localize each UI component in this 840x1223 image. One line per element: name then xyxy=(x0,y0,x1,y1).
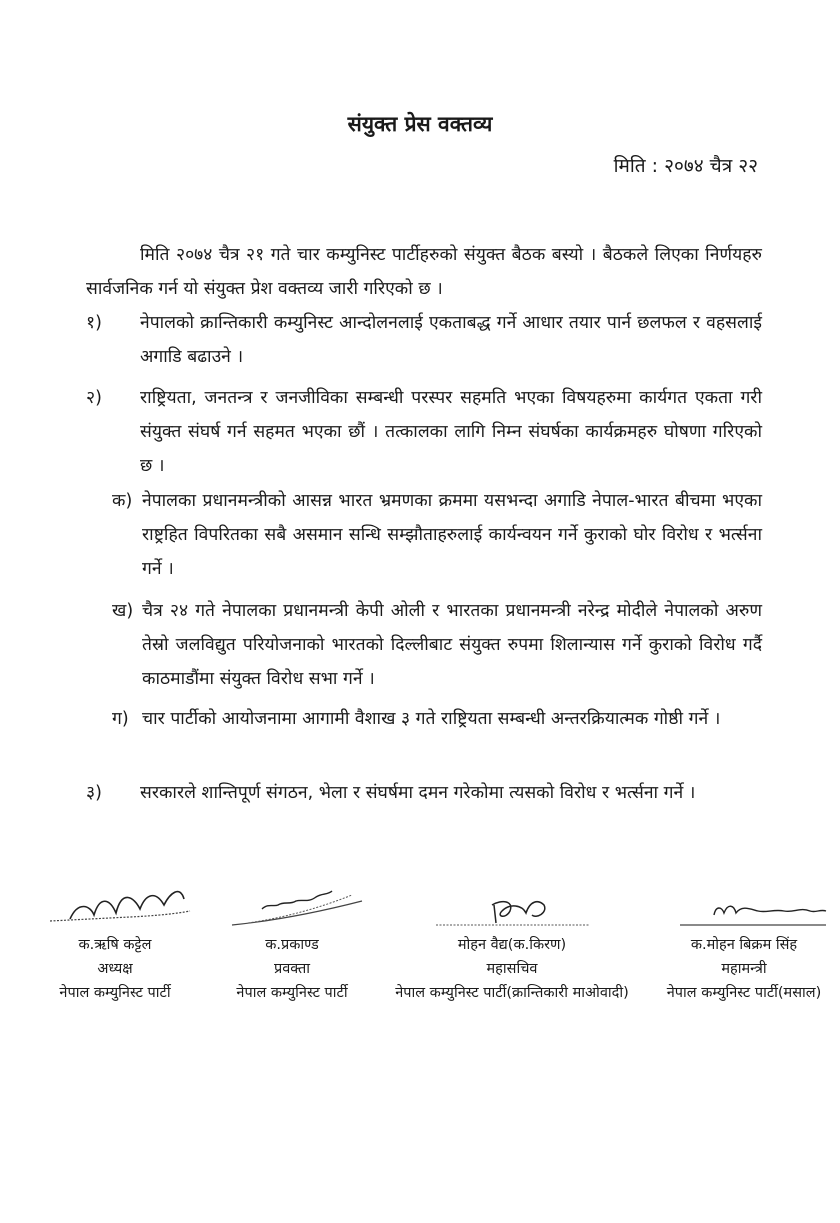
handwritten-signature-icon xyxy=(212,875,372,931)
intro-paragraph: मिति २०७४ चैत्र २१ गते चार कम्युनिस्ट पार्टीहरुको संयुक्त बैठक बस्यो । बैठकले लिएका निर्णयहरु सार्वजनिक गर्न यो संयुक्त प्रेश वक्तव्य जारी गरिएको छ । xyxy=(86,245,762,299)
signatory xyxy=(376,875,648,1005)
signatory-name: क.ऋषि कट्टेल xyxy=(78,937,152,953)
sub-item xyxy=(112,484,762,586)
signatory-party: नेपाल कम्युनिस्ट पार्टी xyxy=(59,985,171,1001)
signatory-party: नेपाल कम्युनिस्ट पार्टी(क्रान्तिकारी माओवादी) xyxy=(395,985,629,1001)
signatory-role: अध्यक्ष xyxy=(97,961,133,977)
signature-block xyxy=(0,875,840,1025)
signatory-role: महासचिव xyxy=(486,961,538,977)
signatory-party: नेपाल कम्युनिस्ट पार्टी xyxy=(236,985,348,1001)
signatory xyxy=(212,875,372,1005)
sub-item-letter: ग) xyxy=(112,709,129,729)
list-item xyxy=(86,776,762,810)
document-date: मिति : २०७४ चैत्र २२ xyxy=(613,155,758,177)
item-number: ३) xyxy=(86,783,102,803)
item-text: सरकारले शान्तिपूर्ण संगठन, भेला र संघर्षमा दमन गरेकोमा त्यसको विरोध र भर्त्सना गर्ने । xyxy=(140,783,696,803)
item-text: नेपालको क्रान्तिकारी कम्युनिस्ट आन्दोलनलाई एकताबद्ध गर्ने आधार तयार पार्न छलफल र वहसलाई अगाडि बढाउने । xyxy=(140,313,762,367)
signatory-role: प्रवक्ता xyxy=(273,961,311,977)
signatory-party: नेपाल कम्युनिस्ट पार्टी(मसाल) xyxy=(666,985,822,1001)
sub-item xyxy=(112,702,762,736)
sub-item xyxy=(112,594,762,696)
signatory xyxy=(650,875,838,1005)
sub-item-letter: ख) xyxy=(112,601,134,621)
sub-item-text: चैत्र २४ गते नेपालका प्रधानमन्त्री केपी ओली र भारतका प्रधानमन्त्री नरेन्द्र मोदीले नेपालको अरुण तेस्रो जलविद्युत परियोजनाको भारतको दिल्लीबाट संयुक्त रुपमा शिलान्यास गर्ने कुराको विरोध गर्दै काठमाडौंमा संयुक्त विरोध सभा गर्ने । xyxy=(142,601,762,689)
handwritten-signature-icon xyxy=(650,875,838,931)
handwritten-signature-icon xyxy=(30,875,200,931)
signatory-role: महामन्त्री xyxy=(721,961,767,977)
signatory-name: क.मोहन बिक्रम सिंह xyxy=(690,937,798,953)
list-item xyxy=(86,306,762,374)
item-text: राष्ट्रियता, जनतन्त्र र जनजीविका सम्बन्धी परस्पर सहमति भएका विषयहरुमा कार्यगत एकता गरी संयुक्त संघर्ष गर्न सहमत भएका छौं । तत्कालका लागि निम्न संघर्षका कार्यक्रमहरु घोषणा गरिएको छ । xyxy=(140,388,762,476)
handwritten-signature-icon xyxy=(376,875,648,931)
item-number: १) xyxy=(86,313,102,333)
document-title: संयुक्त प्रेस वक्तव्य xyxy=(347,112,493,136)
list-item xyxy=(86,381,762,483)
signatory-name: क.प्रकाण्ड xyxy=(265,937,319,953)
sub-item-text: नेपालका प्रधानमन्त्रीको आसन्न भारत भ्रमणका क्रममा यसभन्दा अगाडि नेपाल-भारत बीचमा भएका राष्ट्रहित विपरितका सबै असमान सन्धि सम्झौताहरुलाई कार्यन्वयन गर्ने कुराको घोर विरोध र भर्त्सना गर्ने । xyxy=(142,491,762,579)
item-number: २) xyxy=(86,388,102,408)
sub-item-text: चार पार्टीको आयोजनामा आगामी वैशाख ३ गते राष्ट्रियता सम्बन्धी अन्तरक्रियात्मक गोष्ठी गर्ने । xyxy=(142,709,721,729)
signatory-name: मोहन वैद्य(क.किरण) xyxy=(457,937,567,953)
signatory xyxy=(30,875,200,1005)
sub-item-letter: क) xyxy=(112,491,133,511)
